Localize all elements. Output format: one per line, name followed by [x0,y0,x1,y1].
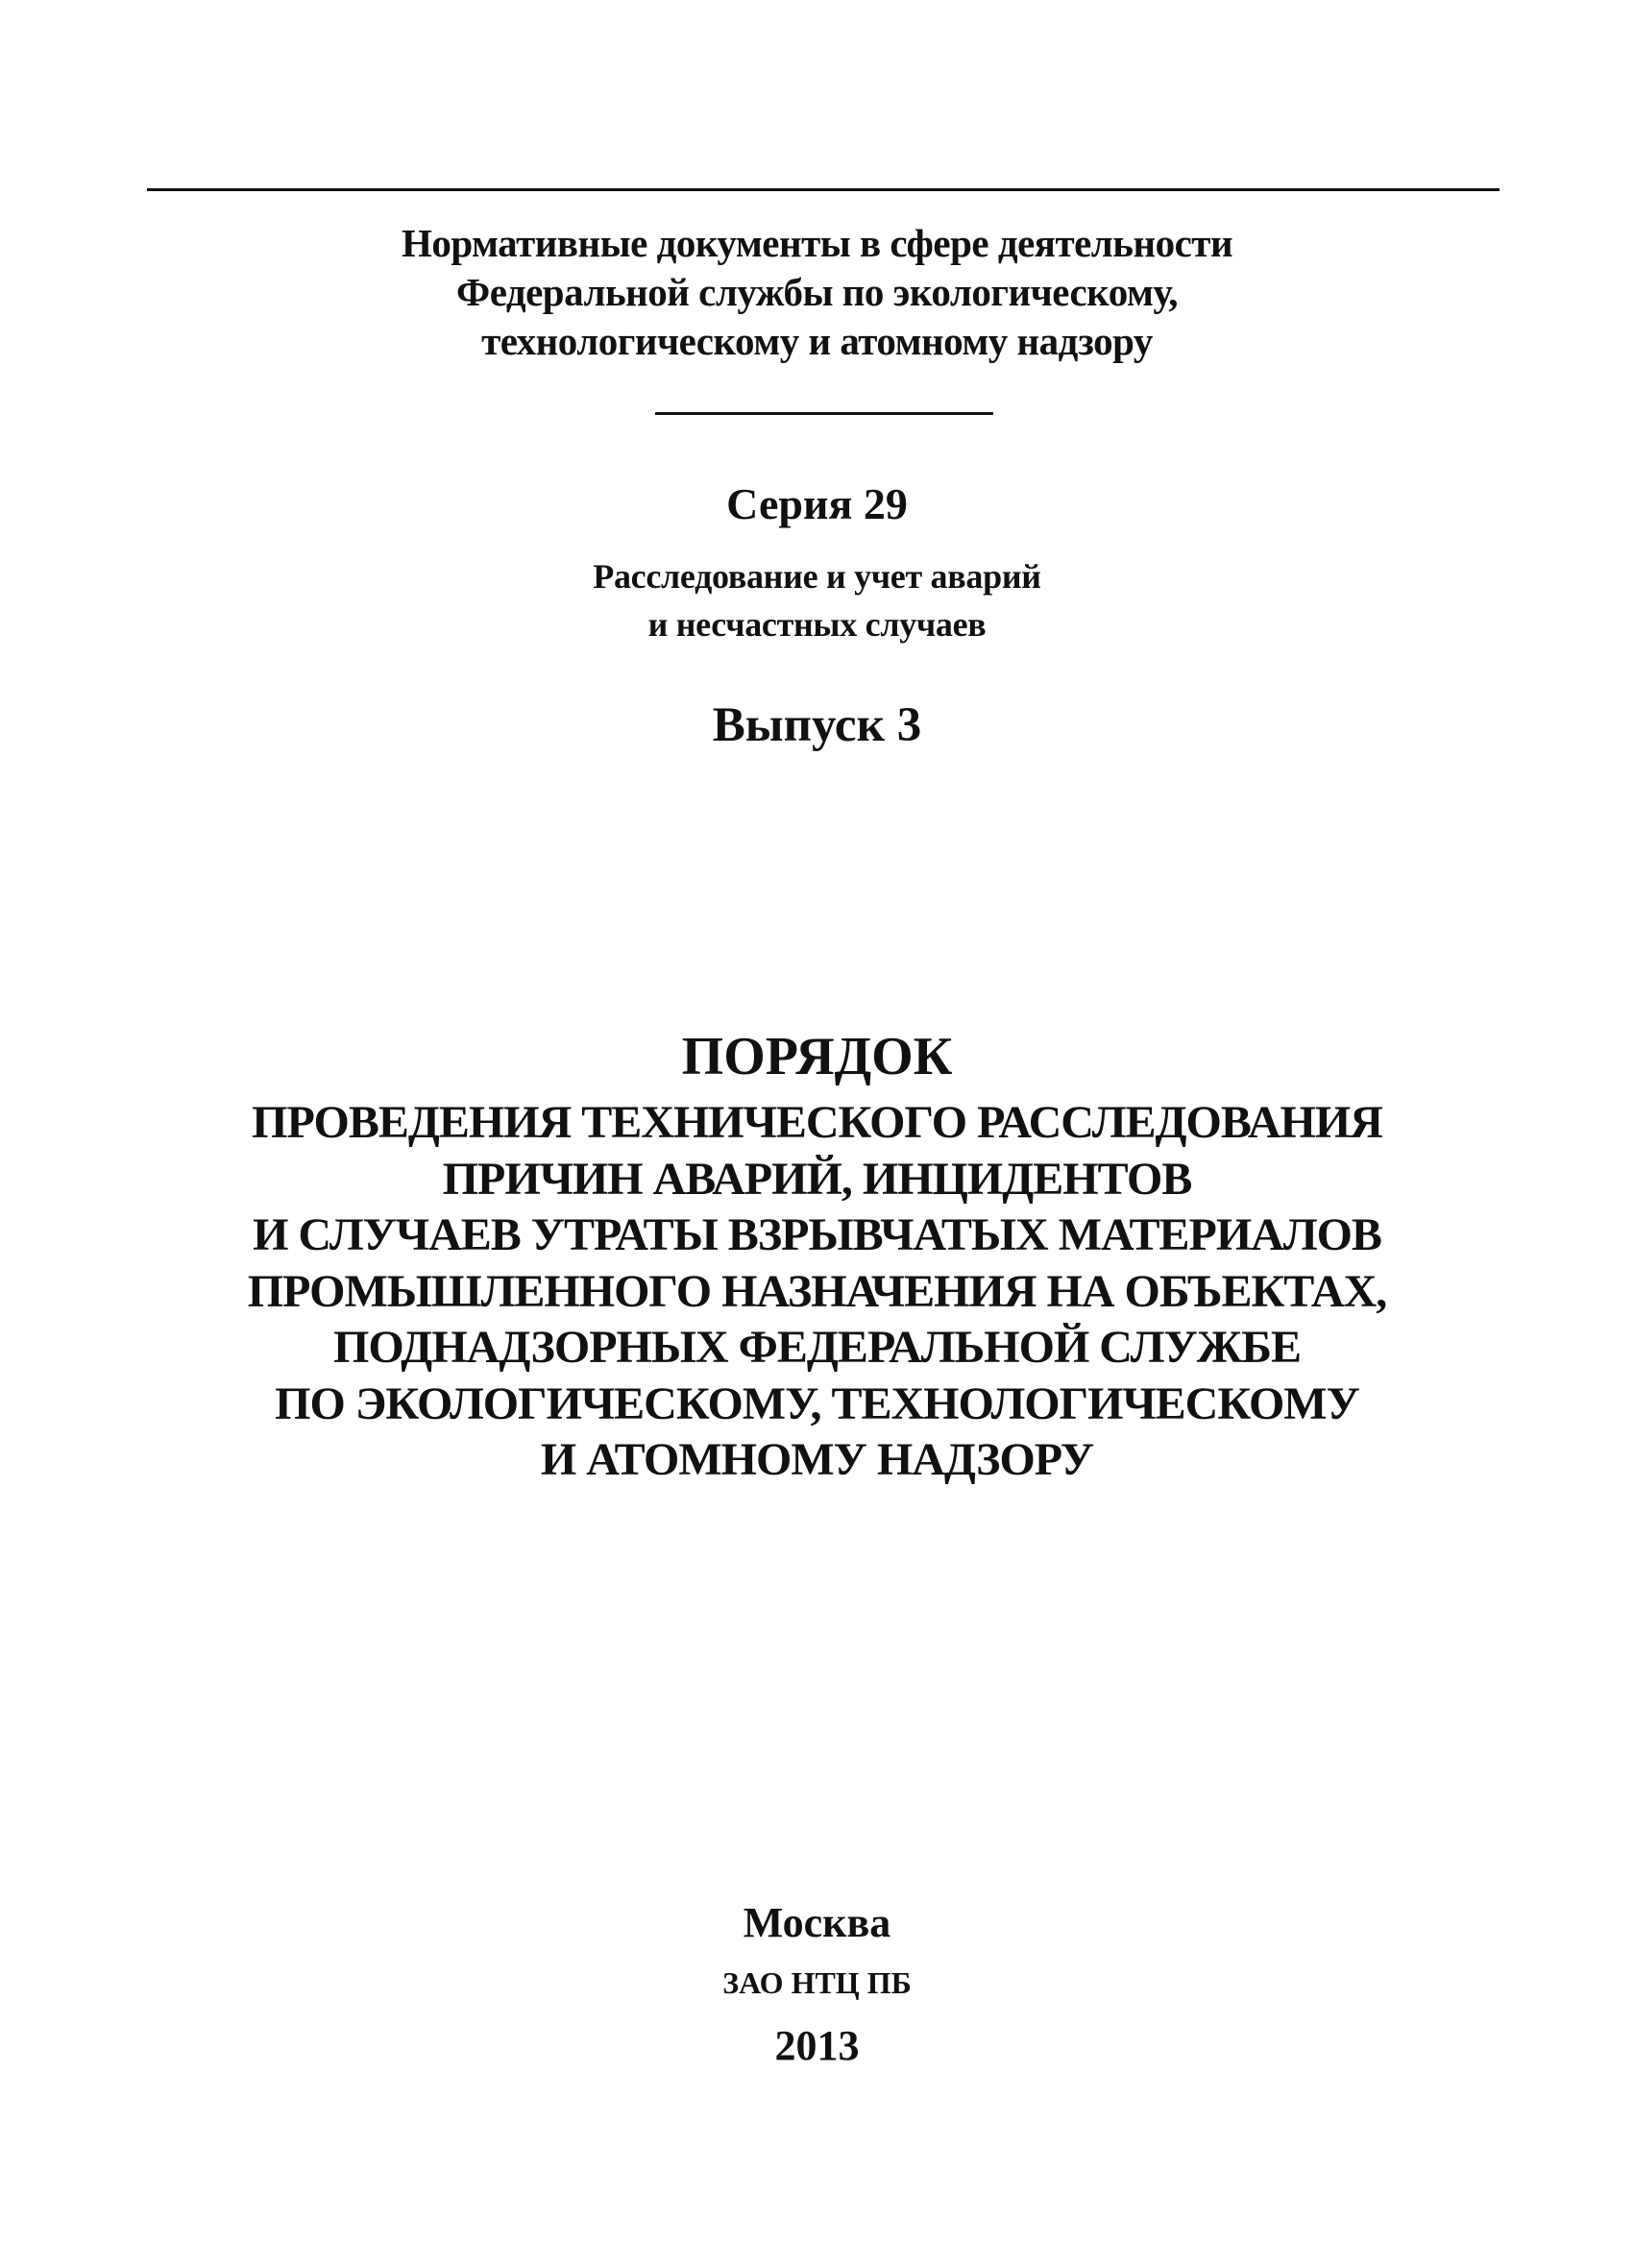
document-subtitle-line: И АТОМНОМУ НАДЗОРУ [540,1434,1094,1485]
document-subtitle-line: ПРОВЕДЕНИЯ ТЕХНИЧЕСКОГО РАССЛЕДОВАНИЯ [252,1097,1382,1148]
document-subtitle [0,1095,1634,1489]
header-divider [655,412,993,415]
document-subtitle-line: ПОДНАДЗОРНЫХ ФЕДЕРАЛЬНОЙ СЛУЖБЕ [333,1322,1301,1373]
series-description-line: и несчастных случаев [647,605,987,644]
top-rule [147,188,1500,191]
document-subtitle-line: ПО ЭКОЛОГИЧЕСКОМУ, ТЕХНОЛОГИЧЕСКОМУ [275,1378,1359,1429]
imprint-publisher: ЗАО НТЦ ПБ [722,1965,912,2000]
series-header [0,219,1634,366]
imprint-year: 2013 [774,2022,860,2069]
header-line: технологическому и атомному надзору [481,319,1153,363]
series-title: Серия 29 [726,479,908,528]
header-line: Федеральной службы по экологическому, [455,270,1179,314]
series-description [0,552,1634,648]
document-title: ПОРЯДОК [681,1027,953,1086]
document-subtitle-line: ПРОМЫШЛЕННОГО НАЗНАЧЕНИЯ НА ОБЪЕКТАХ, [247,1265,1387,1317]
issue-number: Выпуск 3 [712,698,922,752]
imprint-city: Москва [743,1899,891,1946]
document-subtitle-line: ПРИЧИН АВАРИЙ, ИНЦИДЕНТОВ [442,1153,1192,1205]
document-subtitle-line: И СЛУЧАЕВ УТРАТЫ ВЗРЫВЧАТЫХ МАТЕРИАЛОВ [253,1209,1381,1260]
header-line: Нормативные документы в сфере деятельности [401,221,1233,265]
series-description-line: Расследование и учет аварий [593,557,1041,596]
